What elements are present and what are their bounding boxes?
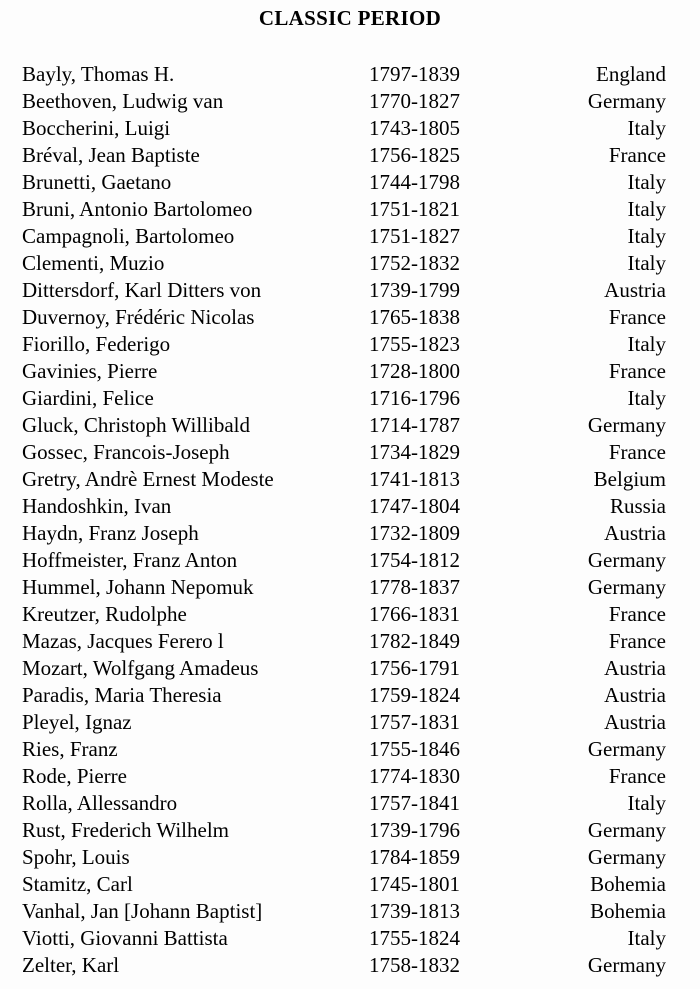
composer-country: France: [608, 143, 666, 167]
composer-country: France: [608, 305, 666, 329]
composer-name: Paradis, Maria Theresia: [22, 683, 222, 707]
composer-dates: 1716-1796: [369, 386, 460, 410]
composer-name: Mozart, Wolfgang Amadeus: [22, 656, 259, 680]
composer-country: Bohemia: [590, 872, 666, 896]
composer-name: Brunetti, Gaetano: [22, 170, 172, 194]
composer-dates: 1739-1796: [369, 818, 460, 842]
composer-country: Germany: [587, 845, 666, 869]
composer-dates: 1751-1827: [369, 224, 460, 248]
composer-name: Dittersdorf, Karl Ditters von: [22, 278, 262, 302]
composer-row: [0, 790, 700, 817]
composer-country: Italy: [627, 926, 666, 950]
composer-country: Belgium: [593, 467, 666, 491]
composer-dates: 1756-1791: [369, 656, 460, 680]
composer-dates: 1714-1787: [369, 413, 460, 437]
composer-country: Italy: [627, 116, 666, 140]
composer-row: [0, 412, 700, 439]
composer-row: [0, 304, 700, 331]
composer-country: Germany: [587, 89, 666, 113]
composer-country: Austria: [604, 278, 666, 302]
composer-row: [0, 331, 700, 358]
composer-dates: 1744-1798: [369, 170, 460, 194]
composer-dates: 1758-1832: [369, 953, 460, 977]
composer-dates: 1757-1831: [369, 710, 460, 734]
composer-dates: 1759-1824: [369, 683, 460, 707]
composer-name: Hoffmeister, Franz Anton: [22, 548, 238, 572]
composer-row: [0, 223, 700, 250]
composer-dates: 1741-1813: [369, 467, 460, 491]
composer-name: Vanhal, Jan [Johann Baptist]: [22, 899, 263, 923]
composer-name: Haydn, Franz Joseph: [22, 521, 199, 545]
composer-row: [0, 520, 700, 547]
composer-name: Gretry, Andrè Ernest Modeste: [22, 467, 274, 491]
composer-dates: 1770-1827: [369, 89, 460, 113]
composer-list: [0, 61, 700, 979]
composer-country: Austria: [604, 710, 666, 734]
composer-name: Bayly, Thomas H.: [22, 62, 175, 86]
composer-name: Rust, Frederich Wilhelm: [22, 818, 229, 842]
composer-name: Mazas, Jacques Ferero l: [22, 629, 224, 653]
composer-country: Italy: [627, 791, 666, 815]
composer-name: Campagnoli, Bartolomeo: [22, 224, 235, 248]
composer-country: Italy: [627, 170, 666, 194]
composer-name: Viotti, Giovanni Battista: [22, 926, 228, 950]
page-title: CLASSIC PERIOD: [258, 6, 442, 30]
composer-row: [0, 574, 700, 601]
composer-dates: 1728-1800: [369, 359, 460, 383]
composer-dates: 1751-1821: [369, 197, 460, 221]
composer-name: Giardini, Felice: [22, 386, 154, 410]
composer-country: Italy: [627, 251, 666, 275]
composer-row: [0, 385, 700, 412]
composer-name: Beethoven, Ludwig van: [22, 89, 224, 113]
composer-dates: 1755-1823: [369, 332, 460, 356]
composer-dates: 1732-1809: [369, 521, 460, 545]
composer-row: [0, 466, 700, 493]
composer-country: Germany: [587, 575, 666, 599]
composer-dates: 1743-1805: [369, 116, 460, 140]
composer-row: [0, 736, 700, 763]
composer-row: [0, 871, 700, 898]
composer-name: Kreutzer, Rudolphe: [22, 602, 187, 626]
composer-row: [0, 817, 700, 844]
composer-name: Gavinies, Pierre: [22, 359, 158, 383]
composer-name: Spohr, Louis: [22, 845, 130, 869]
composer-country: Germany: [587, 548, 666, 572]
composer-name: Rode, Pierre: [22, 764, 127, 788]
composer-row: [0, 142, 700, 169]
composer-dates: 1797-1839: [369, 62, 460, 86]
composer-country: Germany: [587, 413, 666, 437]
composer-name: Ries, Franz: [22, 737, 118, 761]
composer-dates: 1754-1812: [369, 548, 460, 572]
composer-country: France: [608, 629, 666, 653]
composer-dates: 1745-1801: [369, 872, 460, 896]
composer-country: Austria: [604, 683, 666, 707]
composer-country: Russia: [609, 494, 666, 518]
composer-row: [0, 439, 700, 466]
composer-row: [0, 628, 700, 655]
composer-row: [0, 709, 700, 736]
composer-name: Handoshkin, Ivan: [22, 494, 172, 518]
composer-name: Hummel, Johann Nepomuk: [22, 575, 254, 599]
composer-row: [0, 358, 700, 385]
composer-dates: 1782-1849: [369, 629, 460, 653]
composer-dates: 1752-1832: [369, 251, 460, 275]
composer-name: Bréval, Jean Baptiste: [22, 143, 200, 167]
composer-row: [0, 250, 700, 277]
composer-row: [0, 115, 700, 142]
composer-country: Germany: [587, 737, 666, 761]
composer-country: Italy: [627, 386, 666, 410]
composer-name: Boccherini, Luigi: [22, 116, 171, 140]
composer-country: France: [608, 764, 666, 788]
composer-country: Germany: [587, 953, 666, 977]
composer-name: Pleyel, Ignaz: [22, 710, 132, 734]
composer-name: Zelter, Karl: [22, 953, 120, 977]
composer-row: [0, 952, 700, 979]
composer-country: France: [608, 359, 666, 383]
composer-dates: 1747-1804: [369, 494, 460, 518]
composer-row: [0, 763, 700, 790]
composer-row: [0, 925, 700, 952]
composer-dates: 1756-1825: [369, 143, 460, 167]
composer-dates: 1778-1837: [369, 575, 460, 599]
composer-name: Duvernoy, Frédéric Nicolas: [22, 305, 255, 329]
composer-country: Bohemia: [590, 899, 666, 923]
composer-country: Italy: [627, 224, 666, 248]
composer-dates: 1739-1813: [369, 899, 460, 923]
composer-country: Germany: [587, 818, 666, 842]
composer-row: [0, 682, 700, 709]
composer-dates: 1757-1841: [369, 791, 460, 815]
composer-row: [0, 493, 700, 520]
composer-dates: 1765-1838: [369, 305, 460, 329]
composer-country: England: [596, 62, 666, 86]
composer-dates: 1739-1799: [369, 278, 460, 302]
composer-name: Clementi, Muzio: [22, 251, 165, 275]
composer-dates: 1755-1824: [369, 926, 460, 950]
composer-dates: 1774-1830: [369, 764, 460, 788]
composer-dates: 1734-1829: [369, 440, 460, 464]
composer-country: Italy: [627, 332, 666, 356]
composer-name: Gossec, Francois-Joseph: [22, 440, 230, 464]
composer-country: Austria: [604, 521, 666, 545]
composer-row: [0, 601, 700, 628]
composer-row: [0, 61, 700, 88]
composer-dates: 1784-1859: [369, 845, 460, 869]
composer-country: Austria: [604, 656, 666, 680]
composer-country: Italy: [627, 197, 666, 221]
composer-row: [0, 196, 700, 223]
composer-row: [0, 277, 700, 304]
composer-dates: 1766-1831: [369, 602, 460, 626]
composer-name: Stamitz, Carl: [22, 872, 133, 896]
composer-row: [0, 88, 700, 115]
composer-row: [0, 898, 700, 925]
composer-row: [0, 655, 700, 682]
composer-row: [0, 547, 700, 574]
composer-row: [0, 844, 700, 871]
composer-country: France: [608, 602, 666, 626]
composer-name: Fiorillo, Federigo: [22, 332, 171, 356]
composer-row: [0, 169, 700, 196]
composer-name: Gluck, Christoph Willibald: [22, 413, 251, 437]
composer-name: Bruni, Antonio Bartolomeo: [22, 197, 253, 221]
composer-country: France: [608, 440, 666, 464]
composer-dates: 1755-1846: [369, 737, 460, 761]
composer-name: Rolla, Allessandro: [22, 791, 178, 815]
